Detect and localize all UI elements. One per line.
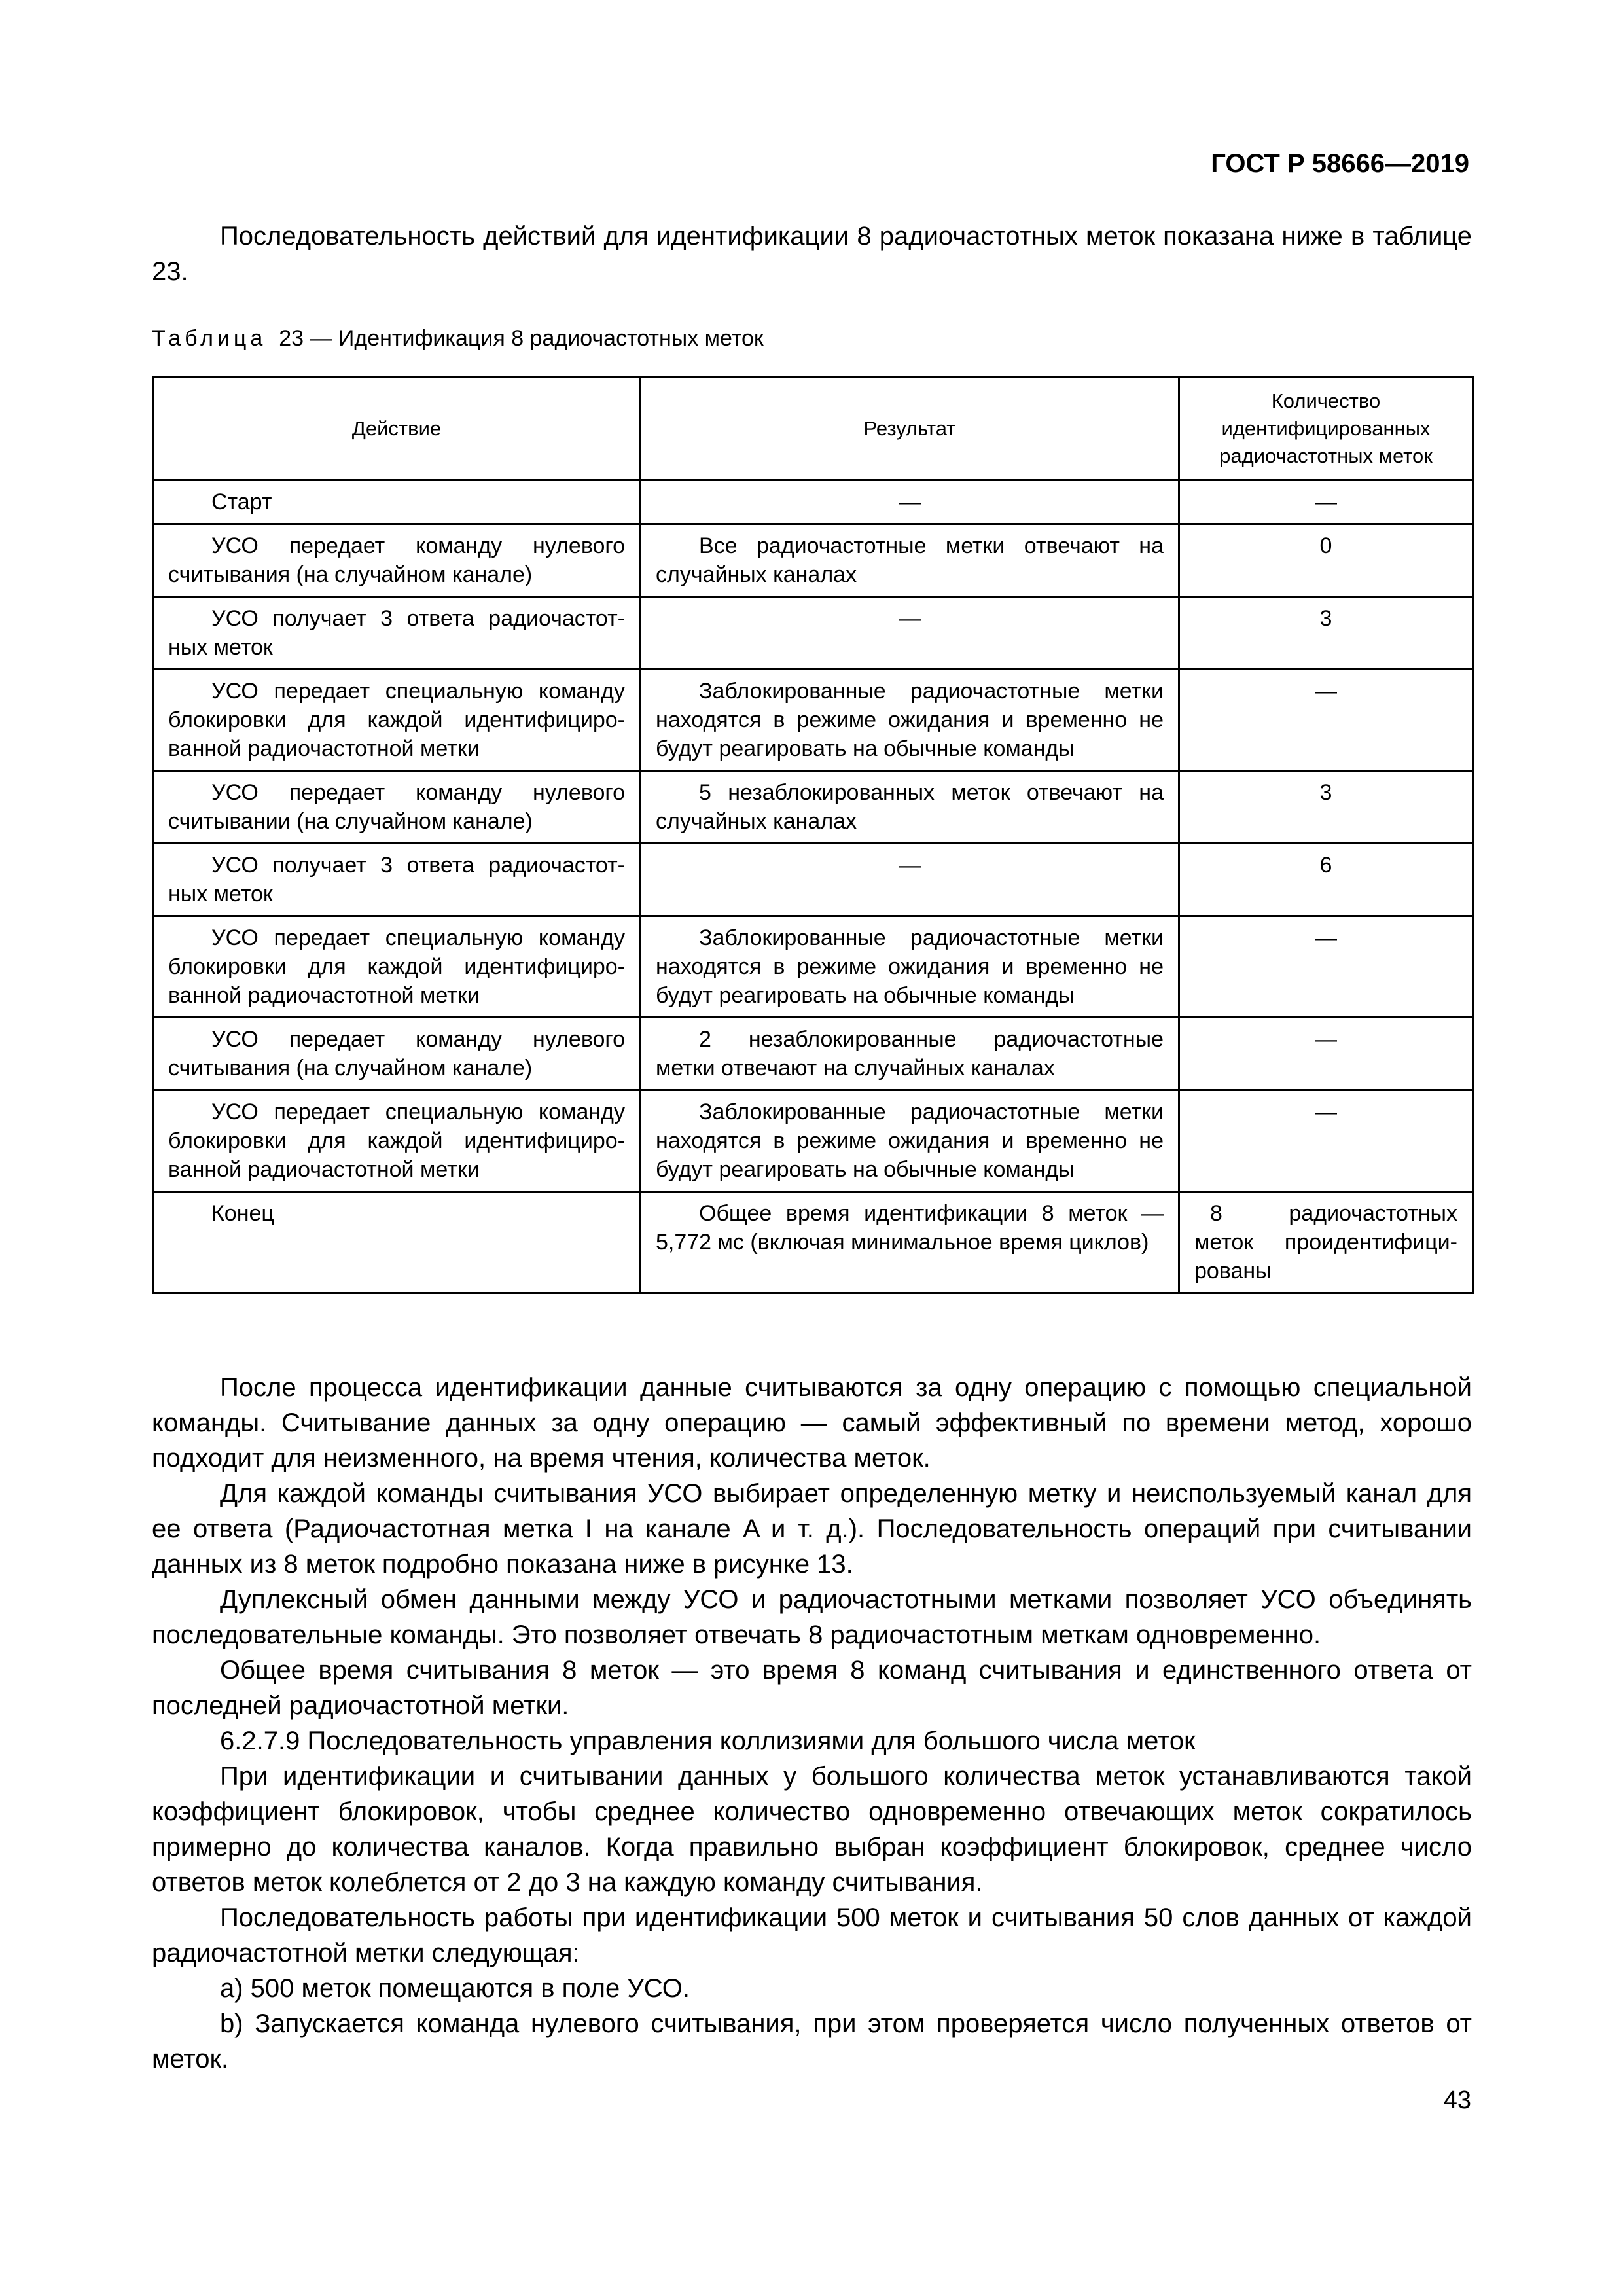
table-caption-text: 23 — Идентификация 8 радиочастотных меток [279, 326, 764, 351]
cell-action: УСО получает 3 ответа радиочастотных меток [153, 597, 641, 670]
intro-paragraph: Последовательность действий для идентификации 8 радиочастотных меток показана ниже в таблице 23. [152, 222, 1472, 286]
body-paragraph-2: Для каждой команды считывания УСО выбирает определенную метку и неиспользуемый канал для ее ответа (Радиочастотная метка I на канале A и т. д.). Последовательность операций при считывании данных из 8 меток подробно показана ниже в рисунке 13. [152, 1479, 1472, 1579]
cell-count: — [1179, 670, 1473, 771]
body-paragraph-1: После процесса идентификации данные считываются за одну операцию с помощью специальной команды. Считывание данных за одну операцию — самый эффективный по времени метод, хорошо подходит для неизменного, на время чтения, количества меток. [152, 1373, 1472, 1473]
table-caption [152, 326, 764, 351]
cell-result: Заблокированные радиочастотные метки находятся в режиме ожидания и временно не будут реагировать на обычные команды [641, 1090, 1179, 1192]
cell-count: — [1179, 916, 1473, 1018]
cell-result: 2 незаблокированные радиочастотные метки отвечают на случайных каналах [641, 1018, 1179, 1090]
page-number: 43 [1443, 2087, 1471, 2114]
table-row [153, 1192, 1473, 1293]
cell-action: УСО передает специальную команду блокировки для каждой идентифицированной радиочастотной метки [153, 670, 641, 771]
table-row [153, 1090, 1473, 1192]
table-body [153, 480, 1473, 1293]
table-row [153, 916, 1473, 1018]
header-action: Действие [153, 378, 641, 480]
cell-action: УСО передает команду нулевого считывания (на случайном канале) [153, 524, 641, 597]
table-header-row [153, 378, 1473, 480]
body-paragraph-6: Последовательность работы при идентификации 500 меток и считывания 50 слов данных от каждой радиочастотной метки следующая: [152, 1903, 1472, 1967]
cell-result: — [641, 597, 1179, 670]
cell-action: Конец [153, 1192, 641, 1293]
list-item-b: b) Запускается команда нулевого считывания, при этом проверяется число полученных ответов от меток. [152, 2009, 1472, 2073]
body-paragraph-4: Общее время считывания 8 меток — это время 8 команд считывания и единственного ответа от последней радиочастотной метки. [152, 1656, 1472, 1720]
table-row [153, 1018, 1473, 1090]
cell-result: Общее время идентификации 8 меток — 5,772 мс (включая минимальное время циклов) [641, 1192, 1179, 1293]
table-row [153, 480, 1473, 524]
table-row [153, 844, 1473, 916]
cell-count: 3 [1179, 771, 1473, 844]
section-heading-6-2-7-9: 6.2.7.9 Последовательность управления коллизиями для большого числа меток [220, 1727, 1196, 1755]
cell-count: — [1179, 1090, 1473, 1192]
table-row [153, 670, 1473, 771]
cell-count: 8 радиочастотных меток проидентифицированы [1179, 1192, 1473, 1293]
cell-count: — [1179, 480, 1473, 524]
table-row [153, 597, 1473, 670]
table-row [153, 524, 1473, 597]
cell-count: 6 [1179, 844, 1473, 916]
cell-action: УСО передает команду нулевого считывания (на случайном канале) [153, 1018, 641, 1090]
cell-action: УСО передает специальную команду блокировки для каждой идентифицированной радиочастотной метки [153, 916, 641, 1018]
header-result: Результат [641, 378, 1179, 480]
cell-result: — [641, 844, 1179, 916]
body-paragraph-5: При идентификации и считывании данных у большого количества меток устанавливаются такой коэффициент блокировок, чтобы среднее количество одновременно отвечающих меток сократилось примерно до количества каналов. Когда правильно выбран коэффициент блокировок, среднее число ответов меток колеблется от 2 до 3 на каждую команду считывания. [152, 1762, 1472, 1897]
cell-count: — [1179, 1018, 1473, 1090]
cell-result: Все радиочастотные метки отвечают на случайных каналах [641, 524, 1179, 597]
cell-result: 5 незаблокированных меток отвечают на случайных каналах [641, 771, 1179, 844]
cell-action: УСО передает специальную команду блокировки для каждой идентифицированной радиочастотной метки [153, 1090, 641, 1192]
document-code: ГОСТ Р 58666—2019 [1211, 149, 1469, 178]
cell-count: 0 [1179, 524, 1473, 597]
cell-action: Старт [153, 480, 641, 524]
cell-action: УСО передает команду нулевого считывании (на случайном канале) [153, 771, 641, 844]
body-paragraph-3: Дуплексный обмен данными между УСО и радиочастотными метками позволяет УСО объединять последовательные команды. Это позволяет отвечать 8 радиочастотным меткам одновременно. [152, 1585, 1472, 1649]
cell-result: — [641, 480, 1179, 524]
cell-result: Заблокированные радиочастотные метки находятся в режиме ожидания и временно не будут реагировать на обычные команды [641, 916, 1179, 1018]
list-item-a: a) 500 меток помещаются в поле УСО. [220, 1974, 690, 2003]
identification-table [152, 376, 1474, 1294]
cell-action: УСО получает 3 ответа радиочастотных меток [153, 844, 641, 916]
cell-count: 3 [1179, 597, 1473, 670]
header-count: Количество идентифицированных радиочастотных меток [1179, 378, 1473, 480]
table-row [153, 771, 1473, 844]
table-caption-label: Таблица [152, 326, 267, 351]
cell-result: Заблокированные радиочастотные метки находятся в режиме ожидания и временно не будут реагировать на обычные команды [641, 670, 1179, 771]
